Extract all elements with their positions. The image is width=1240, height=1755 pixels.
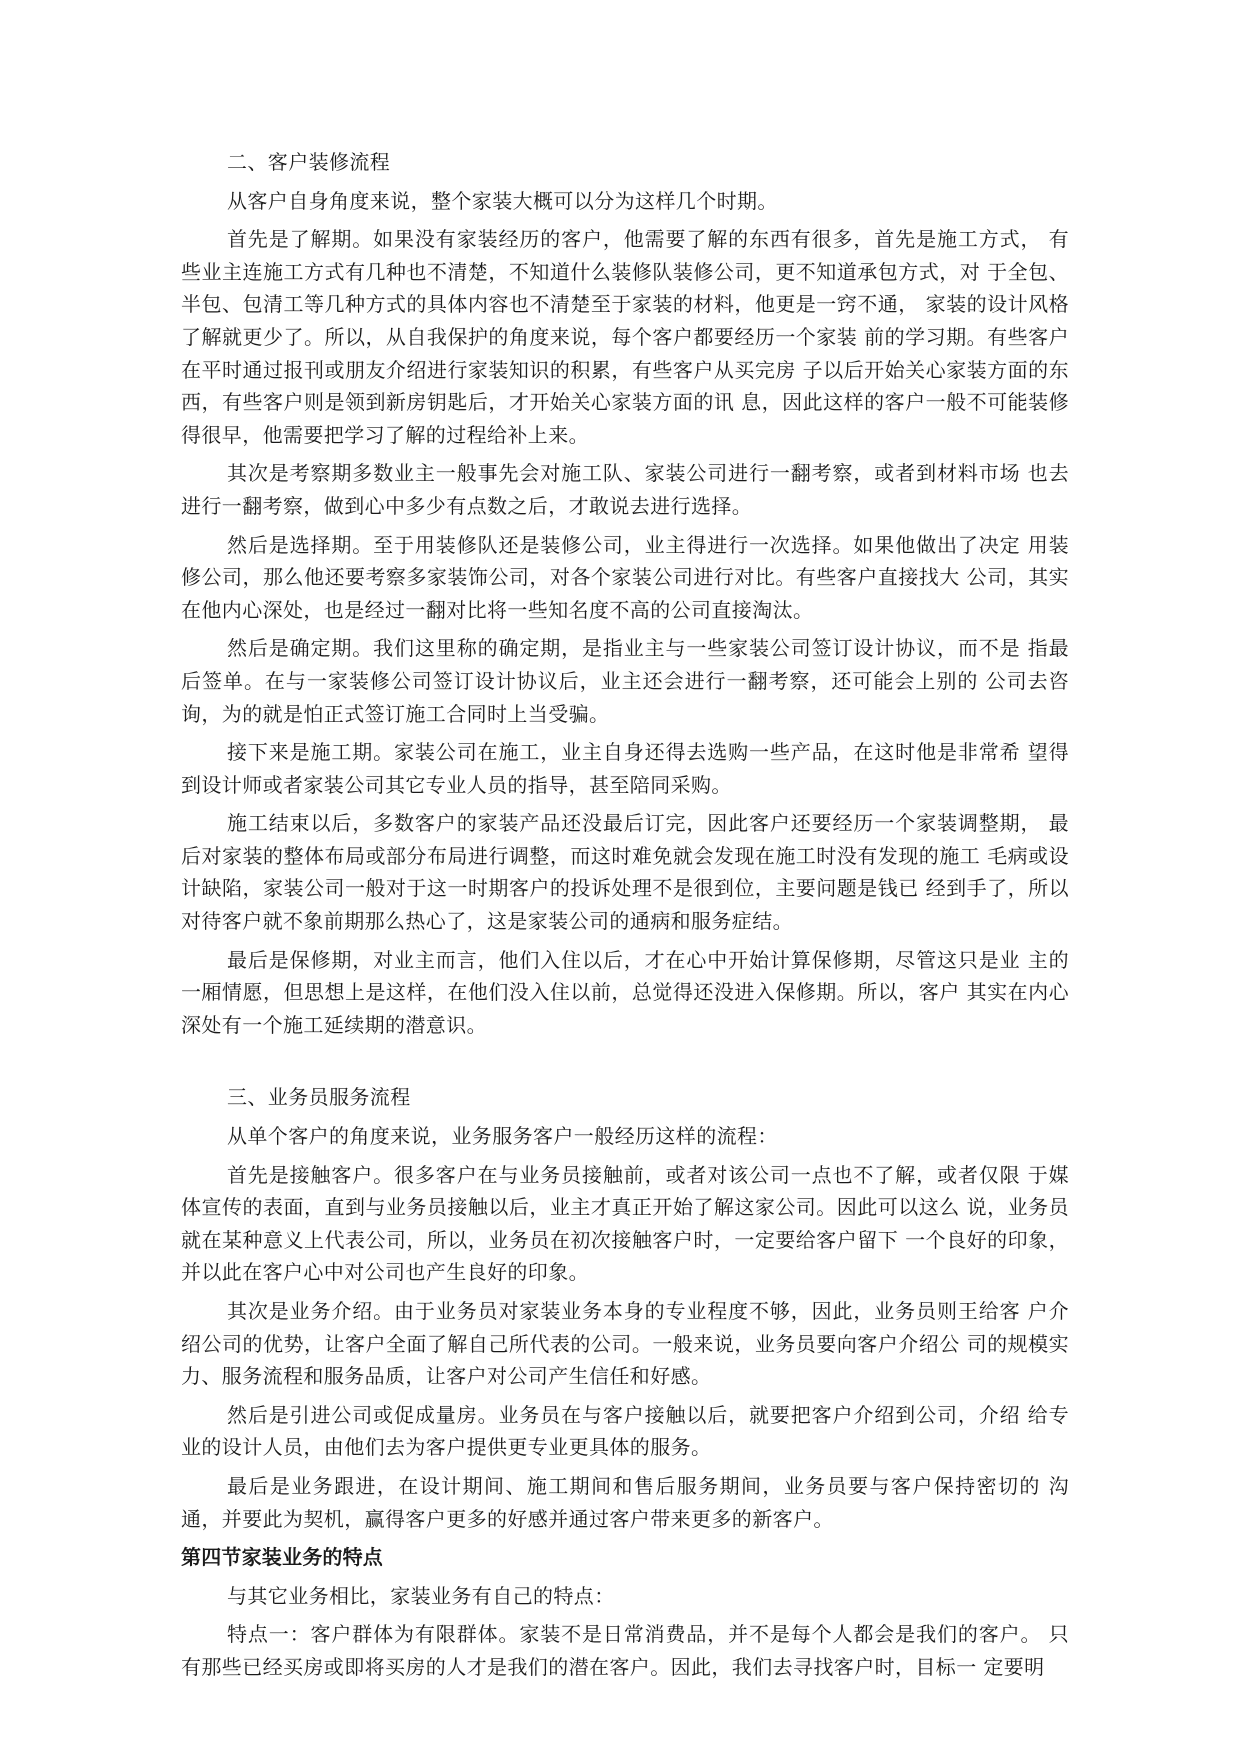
chapter-title: 第四节家装业务的特点 [181, 1545, 383, 1570]
paragraph: 其次是考察期多数业主一般事先会对施工队、家装公司进行一翻考察，或者到材料市场 也去进行一翻考察，做到心中多少有点数之后，才敢说去进行选择。 [181, 461, 1069, 518]
paragraph: 首先是接触客户。很多客户在与业务员接触前，或者对该公司一点也不了解，或者仅限 于媒体宣传的表面，直到与业务员接触以后，业主才真正开始了解这家公司。因此可以这么 说，业务员就在某种意义上代表公司，所以，业务员在初次接触客户时，一定要给客户留下 一个良好的印象，并以此在客户心中对公司也产生良好的印象。 [181, 1162, 1069, 1285]
paragraph: 施工结束以后，多数客户的家装产品还没最后订完，因此客户还要经历一个家装调整期， 最后对家装的整体布局或部分布局进行调整，而这时难免就会发现在施工时没有发现的施工 毛病或设计缺陷，家装公司一般对于这一时期客户的投诉处理不是很到位，主要问题是钱已 经到手了，所以对待客户就不象前期那么热心了，这是家装公司的通病和服务症结。 [181, 811, 1069, 934]
paragraph: 最后是保修期，对业主而言，他们入住以后，才在心中开始计算保修期，尽管这只是业 主的一厢情愿，但思想上是这样，在他们没入住以前，总觉得还没进入保修期。所以，客户 其实在内心深处有一个施工延续期的潜意识。 [181, 947, 1069, 1037]
paragraph: 接下来是施工期。家装公司在施工，业主自身还得去选购一些产品，在这时他是非常希 望得到设计师或者家装公司其它专业人员的指导，甚至陪同采购。 [181, 740, 1069, 797]
paragraph: 首先是了解期。如果没有家装经历的客户，他需要了解的东西有很多，首先是施工方式， 有些业主连施工方式有几种也不清楚，不知道什么装修队装修公司，更不知道承包方式，对 于全包、半包、包清工等几种方式的具体内容也不清楚至于家装的材料，他更是一窍不通， 家装的设计风格了解就更少了。所以，从自我保护的角度来说，每个客户都要经历一个家装 前的学习期。有些客户在平时通过报刊或朋友介绍进行家装知识的积累，有些客户从买完房 子以后开始关心家装方面的东西，有些客户则是领到新房钥匙后，才开始关心家装方面的讯 息，因此这样的客户一般不可能装修得很早，他需要把学习了解的过程给补上来。 [181, 227, 1069, 447]
paragraph: 特点一：客户群体为有限群体。家装不是日常消费品，并不是每个人都会是我们的客户。 只有那些已经买房或即将买房的人才是我们的潜在客户。因此，我们去寻找客户时，目标一 定要明 [181, 1622, 1069, 1679]
paragraph: 然后是选择期。至于用装修队还是装修公司，业主得进行一次选择。如果他做出了决定 用装修公司，那么他还要考察多家装饰公司，对各个家装公司进行对比。有些客户直接找大 公司，其实在他内心深处，也是经过一翻对比将一些知名度不高的公司直接淘汰。 [181, 532, 1069, 622]
paragraph: 从客户自身角度来说，整个家装大概可以分为这样几个时期。 [227, 188, 778, 213]
paragraph: 然后是引进公司或促成量房。业务员在与客户接触以后，就要把客户介绍到公司，介绍 给专业的设计人员，由他们去为客户提供更专业更具体的服务。 [181, 1402, 1069, 1460]
paragraph: 从单个客户的角度来说，业务服务客户一般经历这样的流程： [227, 1124, 778, 1149]
paragraph: 与其它业务相比，家装业务有自己的特点： [227, 1583, 615, 1608]
section-heading-customer-process: 二、客户装修流程 [227, 150, 391, 174]
document-page [181, 146, 1069, 1690]
paragraph: 然后是确定期。我们这里称的确定期，是指业主与一些家装公司签订设计协议，而不是 指最后签单。在与一家装修公司签订设计协议后，业主还会进行一翻考察，还可能会上别的 公司去咨询，为的就是怕正式签订施工合同时上当受骗。 [181, 636, 1069, 726]
section-heading-sales-process: 三、业务员服务流程 [227, 1085, 411, 1110]
paragraph: 最后是业务跟进，在设计期间、施工期间和售后服务期间，业务员要与客户保持密切的 沟通，并要此为契机，赢得客户更多的好感并通过客户带来更多的新客户。 [181, 1473, 1069, 1531]
paragraph: 其次是业务介绍。由于业务员对家装业务本身的专业程度不够，因此，业务员则王给客 户介绍公司的优势，让客户全面了解自己所代表的公司。一般来说，业务员要向客户介绍公 司的规模实力、服务流程和服务品质，让客户对公司产生信任和好感。 [181, 1299, 1069, 1389]
